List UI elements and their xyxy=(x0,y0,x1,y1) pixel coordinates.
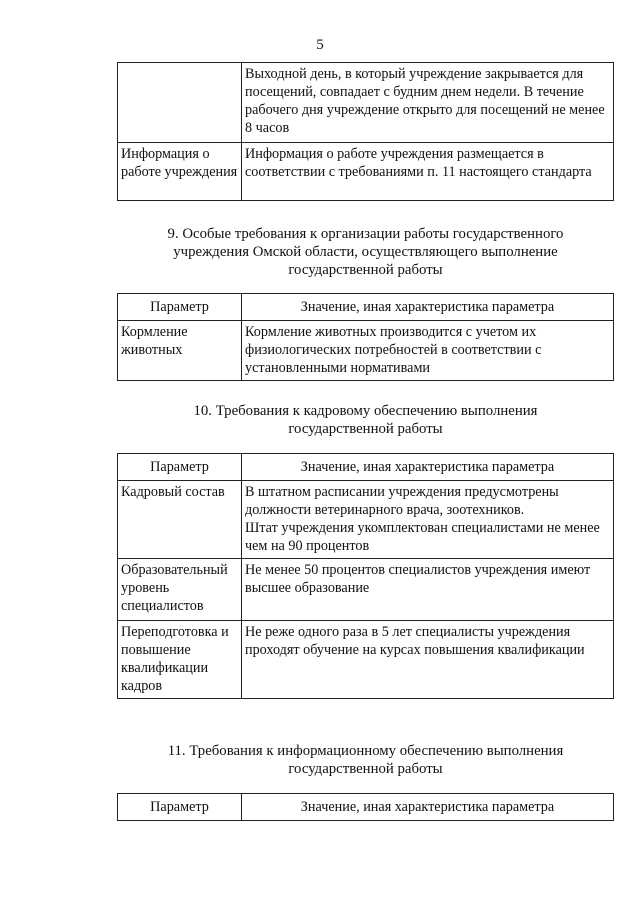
table-row xyxy=(118,559,614,621)
column-header-value: Значение, иная характеристика параметра xyxy=(242,794,614,821)
table-cell-param xyxy=(118,63,242,143)
table-cell-param: Образовательный уровень специалистов xyxy=(118,559,242,621)
table-section-10 xyxy=(117,453,614,699)
table-row xyxy=(118,621,614,699)
column-header-value: Значение, иная характеристика параметра xyxy=(242,454,614,481)
section-title-line: государственной работы xyxy=(288,761,443,777)
table-continuation xyxy=(117,62,614,201)
table-cell-param: Кадровый состав xyxy=(118,481,242,559)
table-cell-value: Не реже одного раза в 5 лет специалисты учреждения проходят обучение на курсах повышения квалификации xyxy=(242,621,614,699)
table-cell-param: Информация о работе учреждения xyxy=(118,143,242,201)
table-cell-value: Не менее 50 процентов специалистов учреждения имеют высшее образование xyxy=(242,559,614,621)
table-header-row xyxy=(118,294,614,321)
table-section-9 xyxy=(117,293,614,381)
section-title-line: 9. Особые требования к организации работы государственного xyxy=(167,226,564,242)
section-11-title xyxy=(117,742,614,778)
table-header-row xyxy=(118,454,614,481)
table-cell-value xyxy=(242,481,614,559)
table-header-row xyxy=(118,794,614,821)
section-title-line: 11. Требования к информационному обеспечению выполнения xyxy=(167,743,564,759)
table-row xyxy=(118,143,614,201)
table-row xyxy=(118,321,614,381)
table-cell-value: Выходной день, в который учреждение закрывается для посещений, совпадает с будним днем недели. В течение рабочего дня учреждение открыто для посещений не менее 8 часов xyxy=(242,63,614,143)
table-section-11 xyxy=(117,793,614,821)
table-cell-value: Кормление животных производится с учетом их физиологических потребностей в соответствии с установленными нормативами xyxy=(242,321,614,381)
section-10-title xyxy=(117,402,614,438)
section-title-line: 10. Требования к кадровому обеспечению выполнения xyxy=(193,403,538,419)
cell-paragraph: В штатном расписании учреждения предусмотрены должности ветеринарного врача, зоотехников. xyxy=(245,484,559,518)
column-header-value: Значение, иная характеристика параметра xyxy=(242,294,614,321)
table-cell-value: Информация о работе учреждения размещается в соответствии с требованиями п. 11 настоящего стандарта xyxy=(242,143,614,201)
table-cell-param: Переподготовка и повышение квалификации кадров xyxy=(118,621,242,699)
column-header-param: Параметр xyxy=(118,454,242,481)
section-title-line: учреждения Омской области, осуществляющего выполнение xyxy=(173,244,558,260)
column-header-param: Параметр xyxy=(118,294,242,321)
section-title-line: государственной работы xyxy=(288,262,443,278)
column-header-param: Параметр xyxy=(118,794,242,821)
table-row xyxy=(118,63,614,143)
table-row xyxy=(118,481,614,559)
page-number: 5 xyxy=(316,37,324,53)
section-9-title xyxy=(117,225,614,279)
cell-paragraph: Штат учреждения укомплектован специалистами не менее чем на 90 процентов xyxy=(245,520,600,554)
section-title-line: государственной работы xyxy=(288,421,443,437)
table-cell-param: Кормление животных xyxy=(118,321,242,381)
